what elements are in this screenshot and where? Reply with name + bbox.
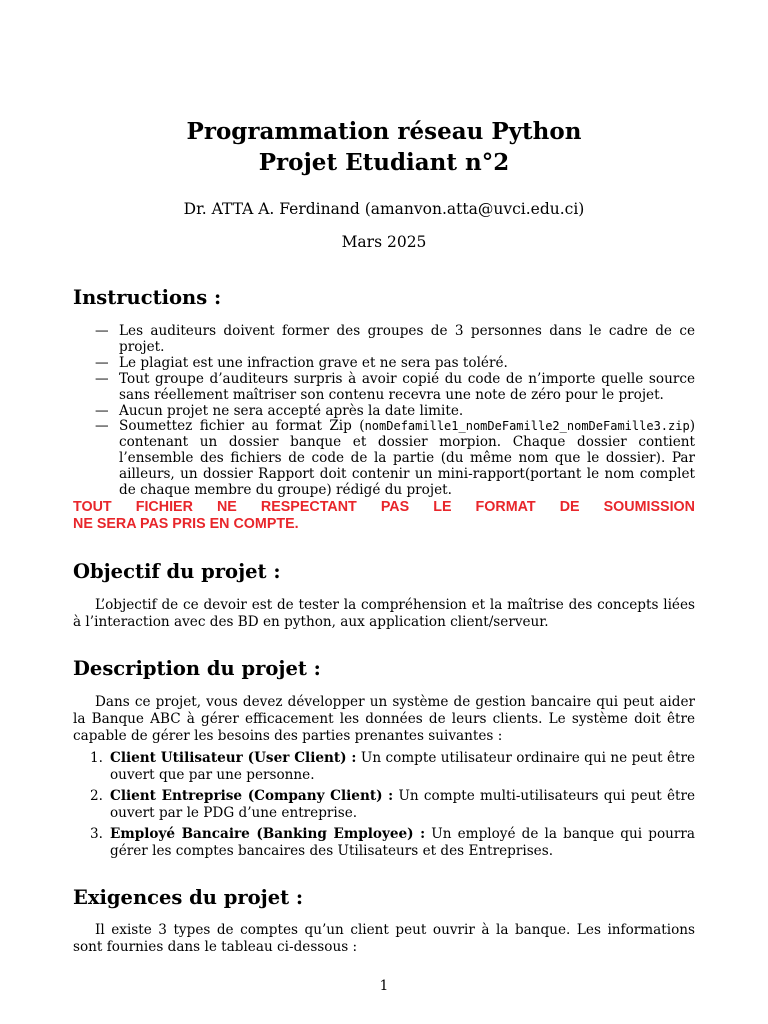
list-item: 2. Client Entreprise (Company Client) : Un compte multi-utilisateurs qui peut être ouvert par le PDG d’une entreprise. [90, 788, 696, 821]
author-line: Dr. ATTA A. Ferdinand (amanvon.atta@uvci.edu.ci) [183, 200, 585, 218]
date-line: Mars 2025 [341, 233, 427, 251]
page-number: 1 [379, 978, 389, 994]
instructions-list [73, 324, 695, 499]
list-item: — Le plagiat est une infraction grave et ne sera pas toléré. [95, 354, 508, 371]
description-heading: Description du projet : [73, 657, 321, 680]
dash-bullet: — [95, 323, 109, 339]
stakeholder-list [73, 750, 695, 864]
item-term: Client Entreprise (Company Client) : [110, 788, 394, 804]
document-title: Programmation réseau Python [186, 118, 582, 145]
exigences-heading: Exigences du projet : [73, 886, 304, 909]
list-item: — Tout groupe d’auditeurs surpris à avoir copié du code de n’importe quelle source sans réellement maîtriser son contenu recevra une note de zéro pour le projet. [95, 370, 695, 403]
list-item: — Les auditeurs doivent former des groupes de 3 personnes dans le cadre de ce projet. [95, 323, 695, 355]
objectif-heading: Objectif du projet : [73, 560, 281, 583]
list-item: 3. Employé Bancaire (Banking Employee) : Un employé de la banque qui pourra gérer les comptes bancaires des Utilisateurs et des Entreprises. [90, 826, 695, 859]
dash-bullet: — [95, 402, 109, 419]
dash-bullet: — [95, 370, 109, 387]
dash-bullet: — [95, 418, 109, 435]
dash-bullet: — [95, 354, 109, 371]
zip-filename: nomDefamille1_nomDeFamille2_nomDeFamille3.zip [364, 419, 690, 434]
description-paragraph: Dans ce projet, vous devez développer un système de gestion bancaire qui peut aider la Banque ABC à gérer efficacement les données de leurs clients. Le système doit être capable de gérer les besoins des parties prenantes suivantes : [73, 694, 695, 744]
submission-warning: TOUT FICHIER NE RESPECTANT PAS LE FORMAT DE SOUMISSION NE SERA PAS PRIS EN COMPTE. [73, 499, 695, 532]
list-item: — Aucun projet ne sera accepté après la date limite. [95, 402, 464, 419]
exigences-paragraph: Il existe 3 types de comptes qu’un client peut ouvrir à la banque. Les informations sont fournies dans le tableau ci-dessous : [73, 922, 695, 955]
objectif-paragraph: L’objectif de ce devoir est de tester la compréhension et la maîtrise des concepts liées à l’interaction avec des BD en python, aux application client/serveur. [73, 597, 695, 630]
item-term: Employé Bancaire (Banking Employee) : [110, 826, 426, 842]
document-subtitle: Projet Etudiant n°2 [258, 149, 510, 176]
item-term: Client Utilisateur (User Client) : [110, 750, 357, 766]
list-item: 1. Client Utilisateur (User Client) : Un compte utilisateur ordinaire qui ne peut être ouvert que par une personne. [90, 750, 695, 783]
list-item-submission: — Soumettez fichier au format Zip (nomDefamille1_nomDeFamille2_nomDeFamille3.zip) contenant un dossier banque et dossier morpion. Chaque dossier contient l’ensemble des fichiers de code de la partie (du même nom que le dossier). Par ailleurs, un dossier Rapport doit contenir un mini-rapport(portant le nom complet de chaque membre du groupe) rédigé du projet. [95, 418, 695, 499]
instructions-heading: Instructions : [73, 286, 222, 309]
